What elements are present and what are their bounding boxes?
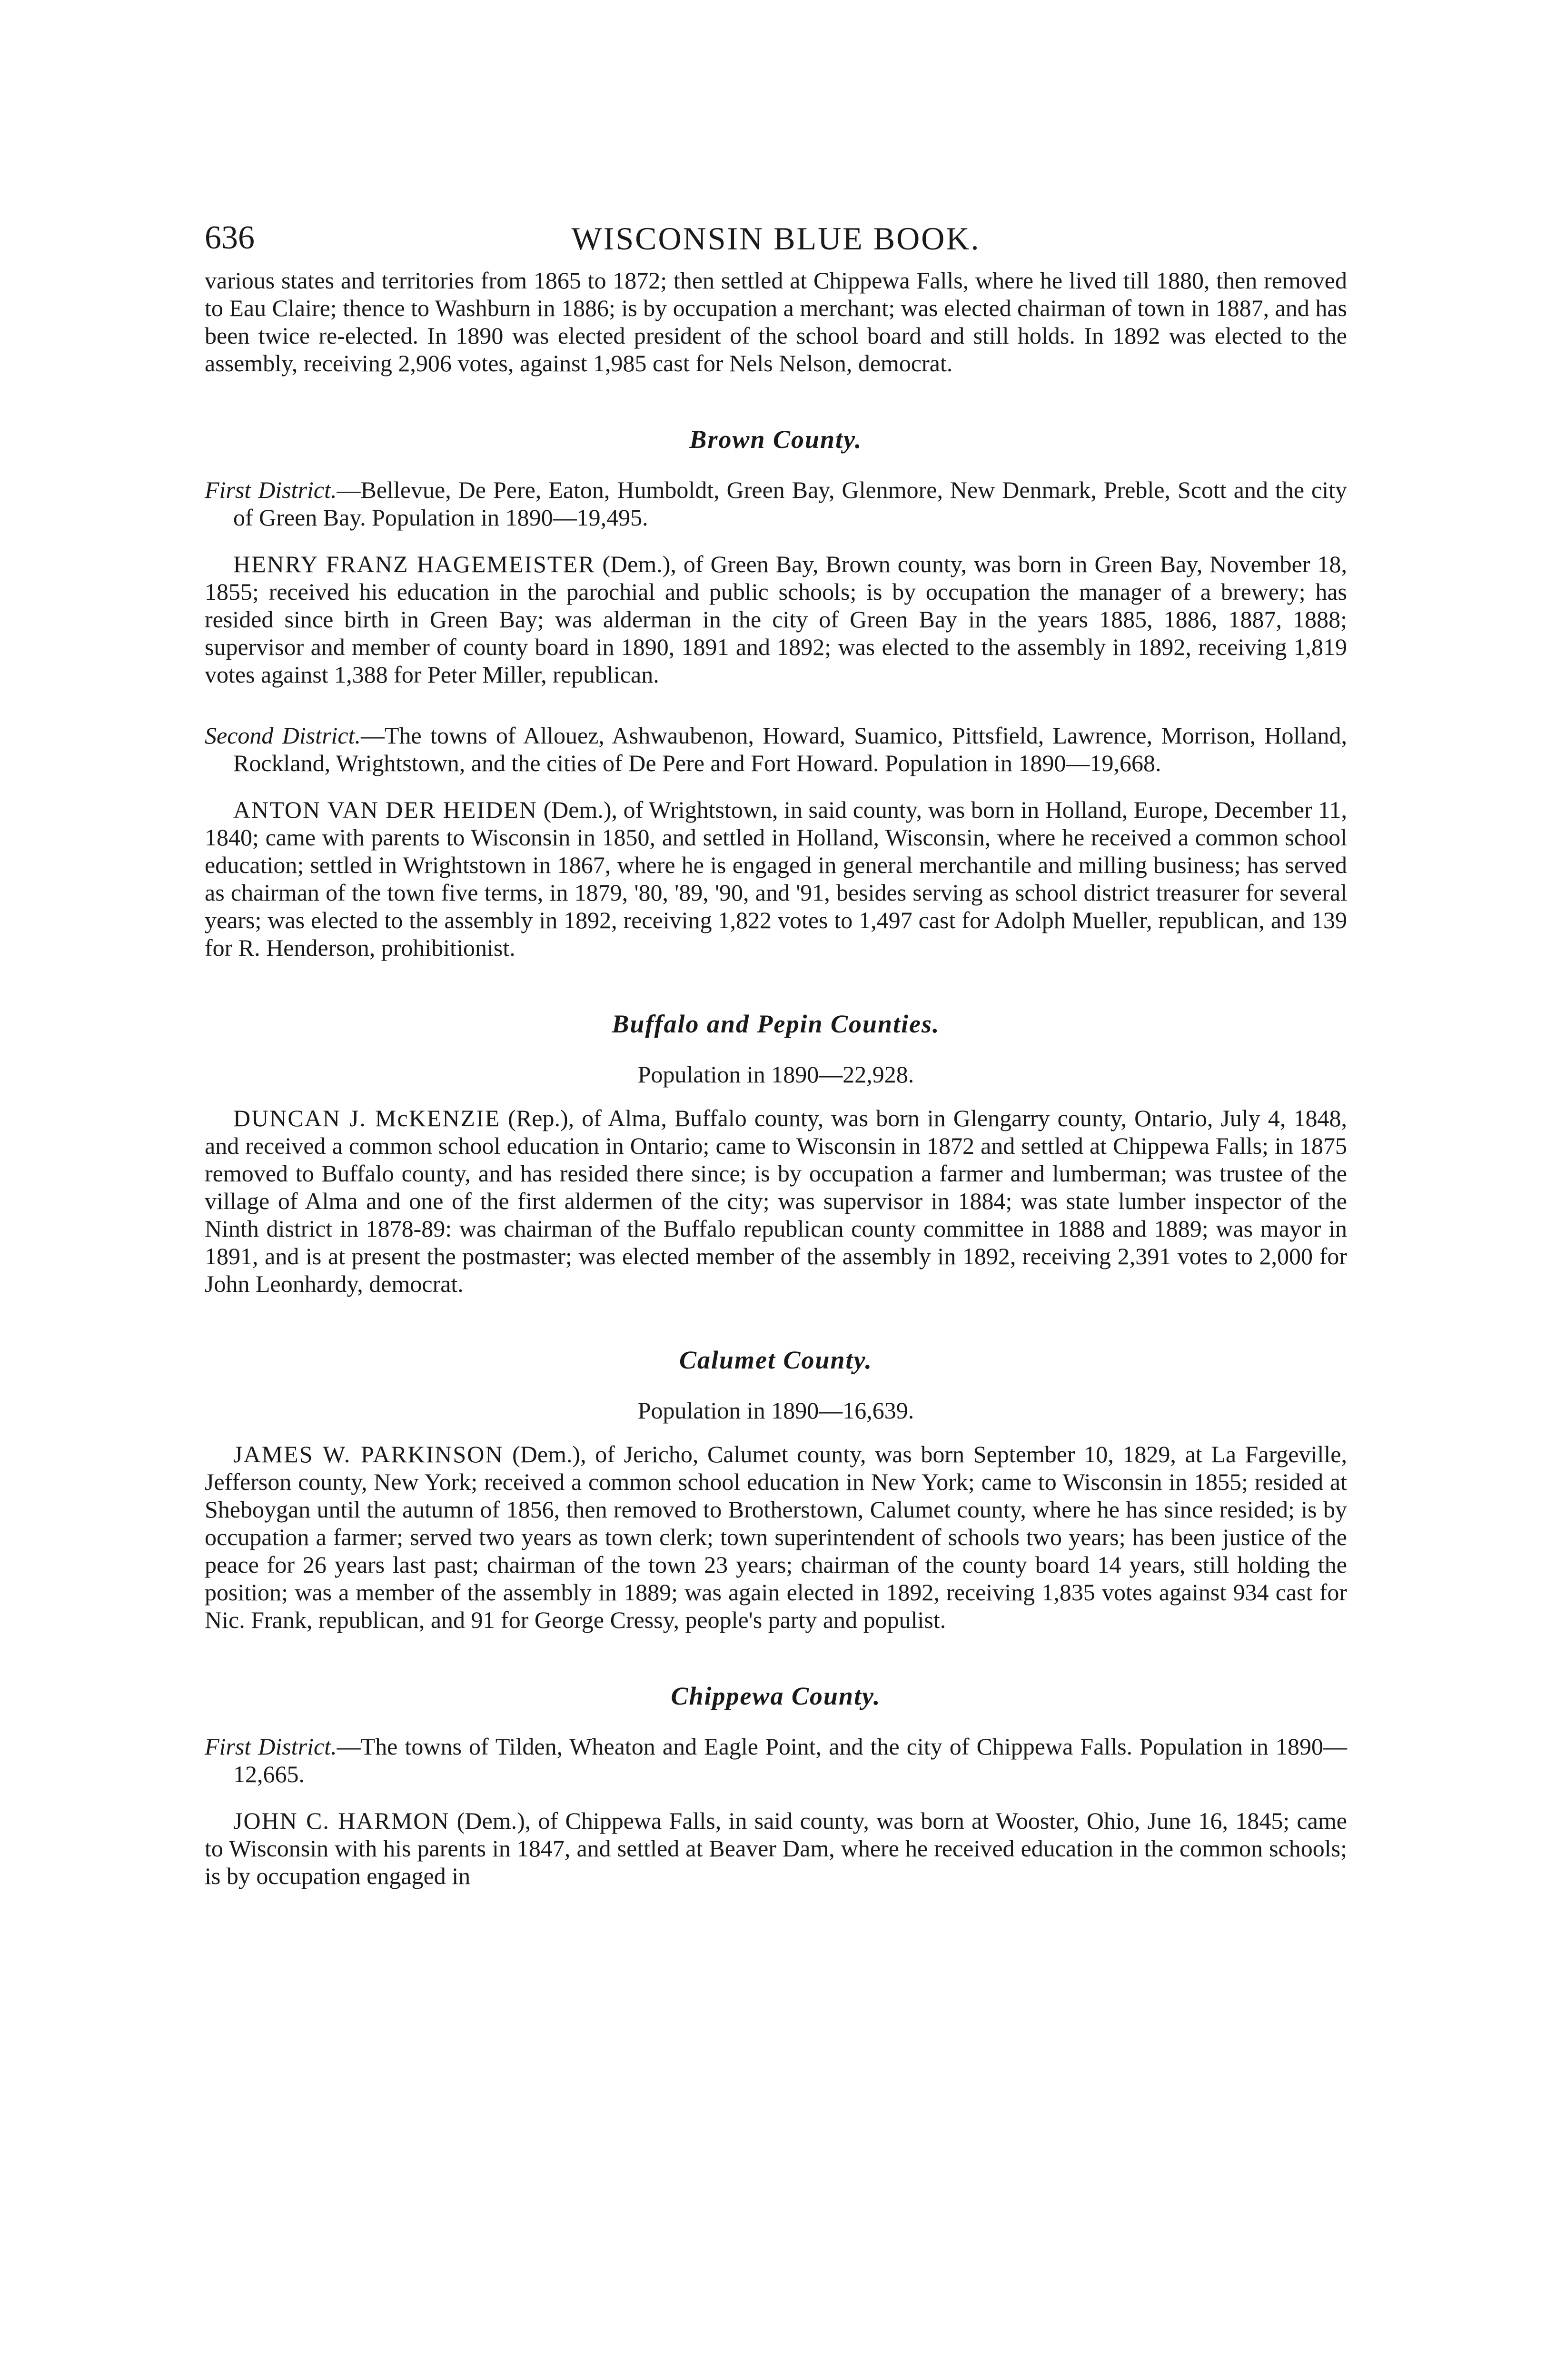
member-bio-text: (Dem.), of Jericho, Calumet county, was born September 10, 1829, at La Fargeville, Jefferson county, New York; received a common school education in New York; came to Wisconsin in 1855; resided at Sheboygan until the autumn of 1856, then removed to Brotherstown, Calumet county, where he has since resided; is by occupation a farmer; served two years as town clerk; town superintendent of schools two years; has been justice of the peace for 26 years last past; chairman of the town 23 years; chairman of the county board 14 years, still holding the position; was a member of the assembly in 1889; was again elected in 1892, receiving 1,835 votes against 934 cast for Nic. Frank, republican, and 91 for George Cressy, people's party and populist. [205,1441,1347,1633]
member-biography [205,550,1347,688]
district-description [205,722,1347,777]
member-bio-text: (Dem.), of Chippewa Falls, in said county, was born at Wooster, Ohio, June 16, 1845; came to Wisconsin with his parents in 1847, and settled at Beaver Dam, where he received education in the common schools; is by occupation engaged in [205,1807,1348,1889]
member-biography [205,1104,1347,1298]
running-title: WISCONSIN BLUE BOOK. [571,220,981,257]
member-name: JOHN C. HARMON [233,1807,450,1834]
district-label: First District. [205,1733,337,1760]
member-bio-text: (Dem.), of Wrightstown, in said county, was born in Holland, Europe, December 11, 1840; came with parents to Wisconsin in 1850, and settled in Holland, Wisconsin, where he received a common school education; settled in Wrightstown in 1867, where he is engaged in general merchantile and milling business; has served as chairman of the town five terms, in 1879, '80, '89, '90, and '91, besides serving as school district treasurer for several years; was elected to the assembly in 1892, receiving 1,822 votes to 1,497 cast for Adolph Mueller, republican, and 139 for R. Henderson, prohibitionist. [205,796,1347,961]
district-description [205,1733,1347,1788]
county-heading-brown: Brown County. [689,425,862,454]
population-line: Population in 1890—16,639. [637,1397,914,1424]
county-heading-buffalo-pepin: Buffalo and Pepin Counties. [612,1010,940,1038]
district-label: Second District. [205,722,361,749]
district-label: First District. [205,476,337,503]
member-bio-text: (Rep.), of Alma, Buffalo county, was born in Glengarry county, Ontario, July 4, 1848, and received a common school education in Ontario; came to Wisconsin in 1872 and settled at Chippewa Falls; in 1875 removed to Buffalo county, and has resided there since; is by occupation a farmer and lumberman; was trustee of the village of Alma and one of the first aldermen of the city; was supervisor in 1884; was state lumber inspector of the Ninth district in 1878-89: was chairman of the Buffalo republican county committee in 1888 and 1889; was mayor in 1891, and is at present the postmaster; was elected member of the assembly in 1892, receiving 2,391 votes to 2,000 for John Leonhardy, democrat. [205,1105,1347,1297]
running-head [205,209,1347,267]
member-name: JAMES W. PARKINSON [233,1441,504,1468]
county-heading-chippewa: Chippewa County. [671,1682,881,1710]
page-number: 636 [205,219,255,256]
member-name: HENRY FRANZ HAGEMEISTER [233,551,595,577]
member-name: ANTON VAN DER HEIDEN [233,796,537,823]
continuation-paragraph: various states and territories from 1865 to 1872; then settled at Chippewa Falls, where he lived till 1880, then removed to Eau Claire; thence to Washburn in 1886; is by occupation a merchant; was elected chairman of town in 1887, and has been twice re-elected. In 1890 was elected president of the school board and still holds. In 1892 was elected to the assembly, receiving 2,906 votes, against 1,985 cast for Nels Nelson, democrat. [205,267,1347,377]
member-biography [205,1440,1347,1634]
district-description [205,476,1347,531]
county-heading-calumet: Calumet County. [679,1346,873,1374]
member-biography [205,1807,1347,1890]
district-text: —Bellevue, De Pere, Eaton, Humboldt, Green Bay, Glenmore, New Denmark, Preble, Scott and the city of Green Bay. Population in 1890—19,495. [233,476,1347,531]
district-text: —The towns of Tilden, Wheaton and Eagle Point, and the city of Chippewa Falls. Population in 1890—12,665. [233,1733,1347,1787]
member-bio-text: (Dem.), of Green Bay, Brown county, was born in Green Bay, November 18, 1855; received his education in the parochial and public schools; is by occupation the manager of a brewery; has resided since birth in Green Bay; was alderman in the city of Green Bay in the years 1885, 1886, 1887, 1888; supervisor and member of county board in 1890, 1891 and 1892; was elected to the assembly in 1892, receiving 1,819 votes against 1,388 for Peter Miller, republican. [205,551,1347,688]
district-text: —The towns of Allouez, Ashwaubenon, Howard, Suamico, Pittsfield, Lawrence, Morrison, Holland, Rockland, Wrightstown, and the cities of De Pere and Fort Howard. Population in 1890—19,668. [233,722,1347,776]
population-line: Population in 1890—22,928. [637,1061,914,1088]
member-biography [205,796,1347,962]
book-page [205,209,1347,1890]
member-name: DUNCAN J. McKENZIE [233,1105,501,1131]
